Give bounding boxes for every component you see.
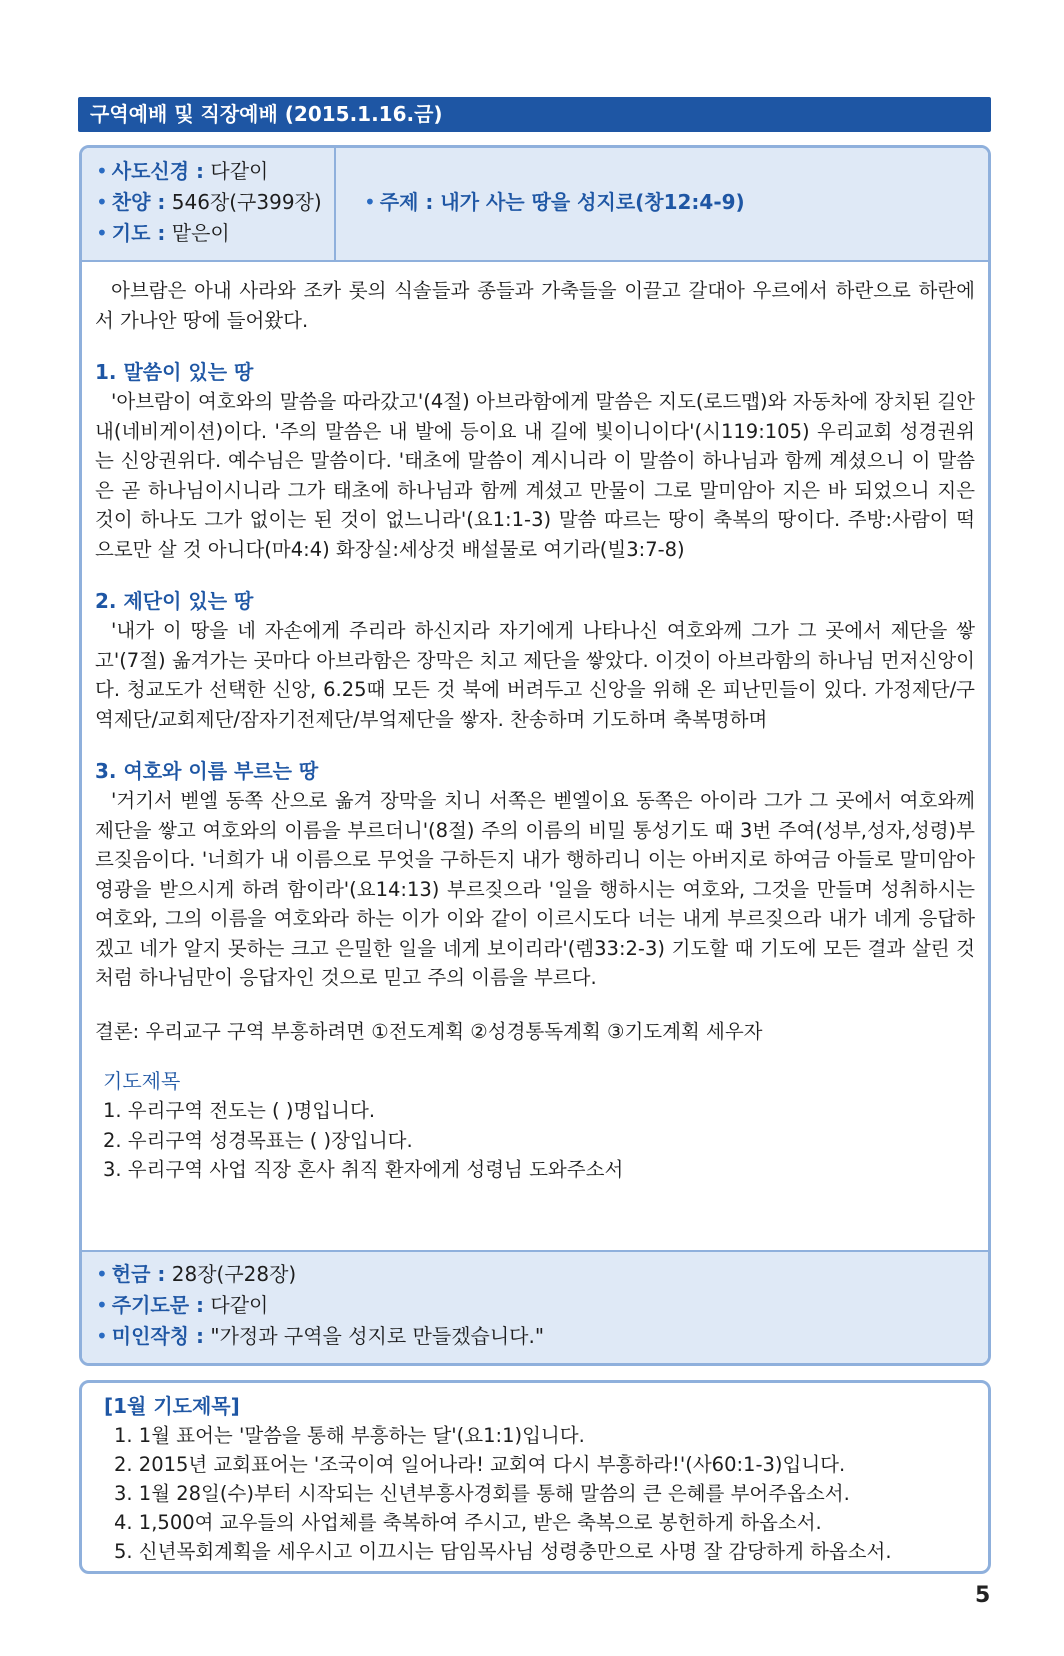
closing-info <box>82 1250 988 1363</box>
lords-prayer-value: 다같이 <box>204 1293 269 1317</box>
bullet-icon: • <box>96 1262 108 1286</box>
monthly-item: 5. 신년목회계획을 세우시고 이끄시는 담임목사님 성령충만으로 사명 잘 감당하게 하옵소서. <box>114 1540 892 1563</box>
prayer-topic-item: 1. 우리구역 전도는 ( )명입니다. <box>103 1099 376 1122</box>
sermon-content <box>95 276 975 1185</box>
order-info <box>82 148 988 262</box>
monthly-item: 1. 1월 표어는 '말씀을 통해 부흥하는 달'(요1:1)입니다. <box>114 1424 585 1447</box>
monthly-item: 3. 1월 28일(수)부터 시작되는 신년부흥사경회를 통해 말씀의 큰 은혜를 부어주옵소서. <box>114 1482 850 1505</box>
theme-value: 내가 사는 땅을 성지로(창12:4-9) <box>433 190 745 214</box>
page-number: 5 <box>975 1583 991 1608</box>
lords-prayer-label: 주기도문 : <box>111 1293 205 1317</box>
section-3-title: 3. 여호와 이름 부르는 땅 <box>95 759 319 783</box>
section-3-body: '거기서 벧엘 동쪽 산으로 옮겨 장막을 치니 서쪽은 벧엘이요 동쪽은 아이라 그가 그 곳에서 여호와께 제단을 쌓고 여호와의 이름을 부르더니'(8절) 주의 이름의 비밀 통성기도 때 3번 주여(성부,성자,성령)부르짖음이다. '너희가 내 이름으로 무엇을 구하든지 내가 행하리니 이는 아버지로 하여금 아들로 말미암아 영광을 받으시게 하려 함이라'(요14:13) 부르짖으라 '일을 행하시는 여호와, 그것을 만들며 성취하시는 여호와, 그의 이름을 여호와라 하는 이가 이와 같이 이르시도다 너는 내게 부르짖으라 내가 네게 응답하겠고 네가 알지 못하는 크고 은밀한 일을 네게 보이리라'(렘33:2-3) 기도할 때 기도에 모든 결과 살린 것처럼 하나님만이 응답자인 것으로 믿고 주의 이름을 부르다. <box>95 789 975 989</box>
prayer-topics-title: 기도제목 <box>103 1069 181 1093</box>
declaration-label: 미인작칭 : <box>111 1324 205 1348</box>
prayer-line <box>96 218 334 249</box>
conclusion: 결론: 우리교구 구역 부흥하려면 ①전도계획 ②성경통독계획 ③기도계획 세우자 <box>95 1019 763 1043</box>
bullet-icon: • <box>96 190 108 214</box>
monthly-prayer-box <box>79 1380 991 1574</box>
creed-value: 다같이 <box>204 159 269 183</box>
hymn-line <box>96 187 334 218</box>
prayer-label: 기도 : <box>111 221 166 245</box>
offering-label: 헌금 : <box>111 1262 166 1286</box>
bullet-icon: • <box>96 221 108 245</box>
offering-line <box>96 1259 988 1290</box>
theme-label: 주제 : <box>379 190 434 214</box>
bullet-icon: • <box>96 1324 108 1348</box>
section-2-title: 2. 제단이 있는 땅 <box>95 589 254 613</box>
declaration-line <box>96 1321 988 1352</box>
offering-value: 28장(구28장) <box>165 1262 297 1286</box>
page-title: 구역예배 및 직장예배 (2015.1.16.금) <box>78 97 991 132</box>
creed-label: 사도신경 : <box>111 159 205 183</box>
intro-paragraph: 아브람은 아내 사라와 조카 롯의 식솔들과 종들과 가축들을 이끌고 갈대아 우르에서 하란으로 하란에서 가나안 땅에 들어왔다. <box>95 279 975 332</box>
order-left <box>82 148 336 260</box>
prayer-topic-item: 2. 우리구역 성경목표는 ( )장입니다. <box>103 1128 413 1152</box>
creed-line <box>96 156 334 187</box>
monthly-item: 2. 2015년 교회표어는 '조국이여 일어나라! 교회여 다시 부흥하라!'(사60:1-3)입니다. <box>114 1453 846 1476</box>
bullet-icon: • <box>96 159 108 183</box>
hymn-label: 찬양 : <box>111 190 166 214</box>
declaration-value: "가정과 구역을 성지로 만들겠습니다." <box>204 1324 545 1348</box>
monthly-item: 4. 1,500여 교우들의 사업체를 축복하여 주시고, 받은 축복으로 봉헌하게 하옵소서. <box>114 1511 822 1534</box>
monthly-title: [1월 기도제목] <box>104 1394 240 1418</box>
section-1-title: 1. 말씀이 있는 땅 <box>95 360 254 384</box>
theme-line <box>364 186 745 215</box>
section-1-body: '아브람이 여호와의 말씀을 따라갔고'(4절) 아브라함에게 말씀은 지도(로드맵)와 자동차에 장치된 길안내(네비게이션)이다. '주의 말씀은 내 발에 등이요 내 길에 빛이니이다'(시119:105) 우리교회 성경권위는 신앙권위다. 예수님은 말씀이다. '태초에 말씀이 계시니라 이 말씀이 하나님과 함께 계셨으니 이 말씀은 곧 하나님이시니라 그가 태초에 하나님과 함께 계셨고 만물이 그로 말미암아 지은 바 되었으니 지은 것이 하나도 그가 없이는 된 것이 없느니라'(요1:1-3) 말씀 따르는 땅이 축복의 땅이다. 주방:사람이 떡으로만 살 것 아니다(마4:4) 화장실:세상것 배설물로 여기라(빌3:7-8) <box>95 390 975 561</box>
prayer-topic-item: 3. 우리구역 사업 직장 혼사 취직 환자에게 성령님 도와주소서 <box>103 1158 624 1181</box>
lords-prayer-line <box>96 1290 988 1321</box>
worship-box <box>79 145 991 1366</box>
bullet-icon: • <box>364 190 376 214</box>
section-2-body: '내가 이 땅을 네 자손에게 주리라 하신지라 자기에게 나타나신 여호와께 그가 그 곳에서 제단을 쌓고'(7절) 옮겨가는 곳마다 아브라함은 장막은 치고 제단을 쌓았다. 이것이 아브라함의 하나님 먼저신앙이다. 청교도가 선택한 신앙, 6.25때 모든 것 북에 버려두고 신앙을 위해 온 피난민들이 있다. 가정제단/구역제단/교회제단/잠자기전제단/부엌제단을 쌓자. 찬송하며 기도하며 축복명하며 <box>95 619 975 731</box>
prayer-value: 맡은이 <box>165 221 230 245</box>
hymn-value: 546장(구399장) <box>165 190 322 214</box>
bullet-icon: • <box>96 1293 108 1317</box>
